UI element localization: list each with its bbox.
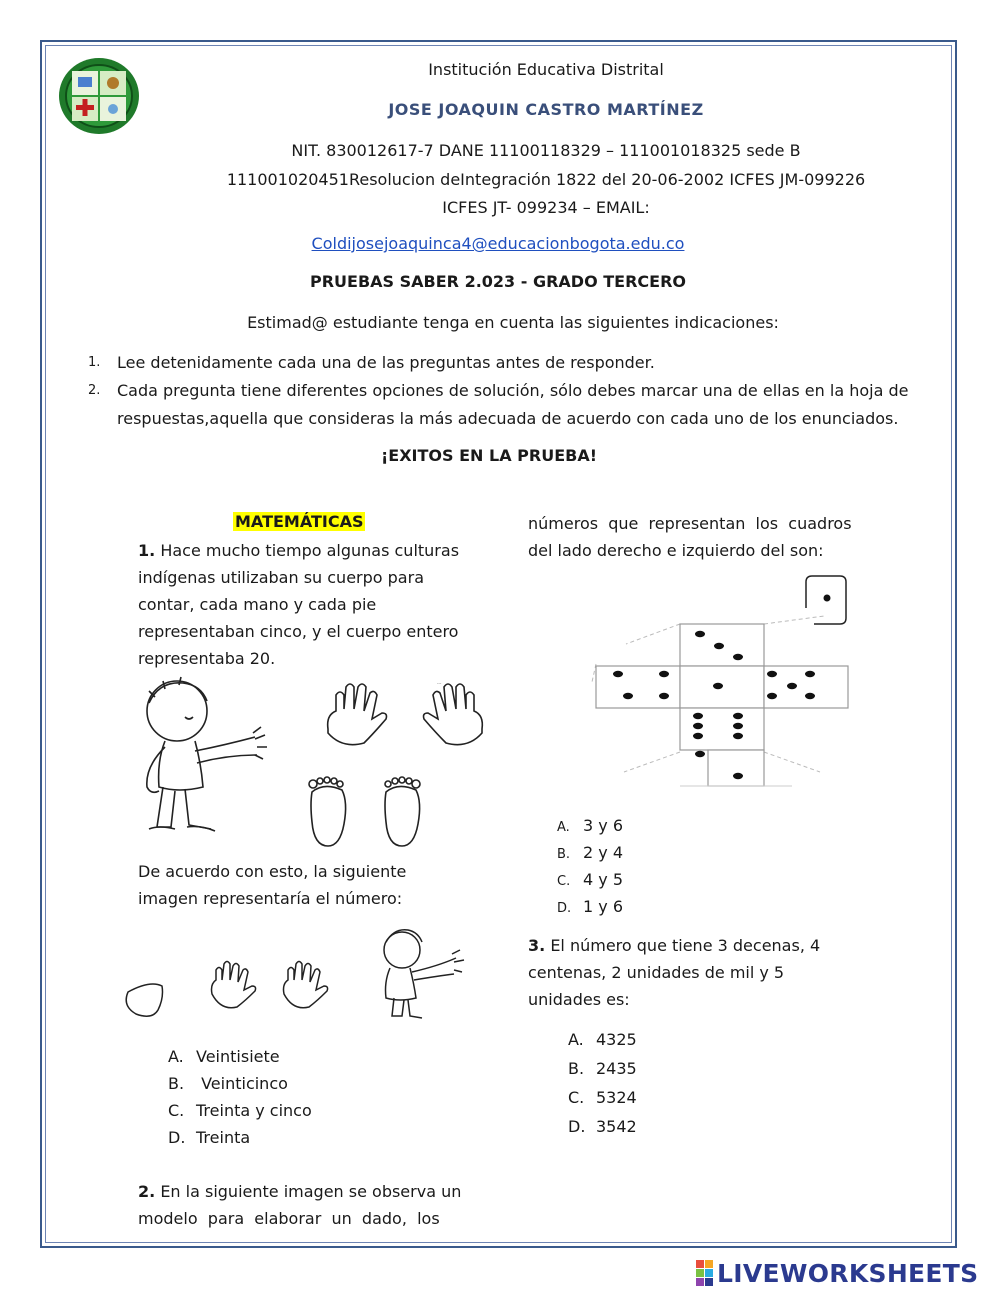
icfes-line: ICFES JT- 099234 – EMAIL:: [442, 198, 650, 217]
q1-followup-2: imagen representaría el número:: [138, 889, 403, 908]
q2-line-1: [138, 1178, 470, 1205]
q3-option-b[interactable]: [568, 1055, 637, 1082]
q1-line-5: representaba 20.: [138, 649, 276, 668]
email-row: [0, 234, 996, 253]
exam-title: PRUEBAS SABER 2.023 - GRADO TERCERO: [310, 272, 686, 291]
q2-option-c-text: 4 y 5: [583, 870, 623, 889]
q2-option-b[interactable]: [557, 839, 623, 866]
q1-option-d[interactable]: [168, 1124, 250, 1151]
q1-followup-1: De acuerdo con esto, la siguiente: [138, 862, 407, 881]
q1-option-d-letter: D.: [168, 1128, 186, 1147]
svg-text:---: ---: [437, 681, 442, 686]
q2-option-b-text: 2 y 4: [583, 843, 623, 862]
q2-line-2: modelo para elaborar un dado, los: [138, 1209, 440, 1228]
q3-option-a-text: 4325: [596, 1030, 637, 1049]
q3-option-b-text: 2435: [596, 1059, 637, 1078]
q3-option-a-letter: A.: [568, 1030, 584, 1049]
q3-line-3: unidades es:: [528, 990, 630, 1009]
q2-cont-line-1: números que representan los cuadros: [528, 514, 852, 533]
q3-text-1: El número que tiene 3 decenas, 4: [550, 936, 821, 955]
dice-net-diagram: [596, 576, 858, 806]
q2-option-b-letter: B.: [557, 847, 571, 862]
q2-option-d-text: 1 y 6: [583, 897, 623, 916]
instruction-number-1: 1.: [88, 355, 101, 370]
q3-line-2: centenas, 2 unidades de mil y 5: [528, 963, 785, 982]
intro-text: Estimad@ estudiante tenga en cuenta las siguientes indicaciones:: [247, 313, 779, 332]
subject-heading: [233, 512, 365, 531]
instruction-2-cont: respuestas,aquella que consideras la más adecuada de acuerdo con cada uno de los enunciados.: [117, 409, 899, 428]
q2-option-a-text: 3 y 6: [583, 816, 623, 835]
q3-option-d-letter: D.: [568, 1117, 586, 1136]
q2-option-c-letter: C.: [557, 874, 571, 889]
liveworksheets-badge-icon: [696, 1260, 713, 1286]
q1-option-d-text: Treinta: [196, 1128, 251, 1147]
liveworksheets-logo[interactable]: [696, 1258, 978, 1288]
q2-option-d[interactable]: [557, 893, 623, 920]
q1-line-3: contar, cada mano y cada pie: [138, 595, 377, 614]
q3-option-c-letter: C.: [568, 1088, 585, 1107]
email-link[interactable]: Coldijosejoaquinca4@educacionbogota.edu.co: [311, 234, 685, 253]
q1-line-2: indígenas utilizaban su cuerpo para: [138, 568, 424, 587]
q1-option-a[interactable]: [168, 1043, 280, 1070]
hands-illustration: [322, 677, 492, 759]
q1-option-a-text: Veintisiete: [196, 1047, 280, 1066]
instruction-number-2: 2.: [88, 383, 101, 398]
q3-line-1: [528, 932, 820, 959]
q2-option-a[interactable]: [557, 812, 623, 839]
q3-option-c[interactable]: [568, 1084, 637, 1111]
q1-option-b-letter: B.: [168, 1074, 185, 1093]
instruction-1: Lee detenidamente cada una de las preguntas antes de responder.: [117, 353, 655, 372]
q1-option-a-letter: A.: [168, 1047, 184, 1066]
q2-text-1: En la siguiente imagen se observa un: [160, 1182, 462, 1201]
q3-option-d[interactable]: [568, 1113, 637, 1140]
q2-cont-line-2: del lado derecho e izquierdo del son:: [528, 541, 824, 560]
q3-option-c-text: 5324: [596, 1088, 637, 1107]
feet-illustration: [302, 776, 437, 850]
q3-option-d-text: 3542: [596, 1117, 637, 1136]
institution-label: Institución Educativa Distrital: [428, 60, 664, 79]
child-counting-illustration: [135, 677, 270, 847]
q3-number: 3.: [528, 936, 546, 955]
q1-line-4: representaban cinco, y el cuerpo entero: [138, 622, 459, 641]
q1-number: 1.: [138, 541, 156, 560]
liveworksheets-brand-text: LIVEWORKSHEETS: [717, 1258, 979, 1288]
q1-option-c-text: Treinta y cinco: [196, 1101, 312, 1120]
q2-option-a-letter: A.: [557, 820, 570, 835]
q1-line-1: [138, 537, 459, 564]
q2-option-d-letter: D.: [557, 901, 572, 916]
q1-option-b[interactable]: [168, 1070, 288, 1097]
q1-option-c[interactable]: [168, 1097, 312, 1124]
subject-label: MATEMÁTICAS: [235, 512, 364, 531]
q3-option-a[interactable]: [568, 1026, 637, 1053]
q3-option-b-letter: B.: [568, 1059, 585, 1078]
q2-option-c[interactable]: [557, 866, 623, 893]
number-figure-illustration: [122, 928, 474, 1028]
school-name: JOSE JOAQUIN CASTRO MARTÍNEZ: [388, 100, 704, 119]
nit-line: NIT. 830012617-7 DANE 11100118329 – 111001018325 sede B: [291, 141, 801, 160]
q2-number: 2.: [138, 1182, 156, 1201]
good-luck-banner: ¡EXITOS EN LA PRUEBA!: [380, 446, 597, 465]
q1-option-c-letter: C.: [168, 1101, 185, 1120]
q1-option-b-text: Veinticinco: [196, 1074, 288, 1093]
instruction-2: Cada pregunta tiene diferentes opciones de solución, sólo debes marcar una de ellas en la hoja de: [117, 381, 909, 400]
resolution-line: 111001020451Resolucion deIntegración 1822 del 20-06-2002 ICFES JM-099226: [226, 170, 866, 189]
q1-text-1: Hace mucho tiempo algunas culturas: [160, 541, 460, 560]
